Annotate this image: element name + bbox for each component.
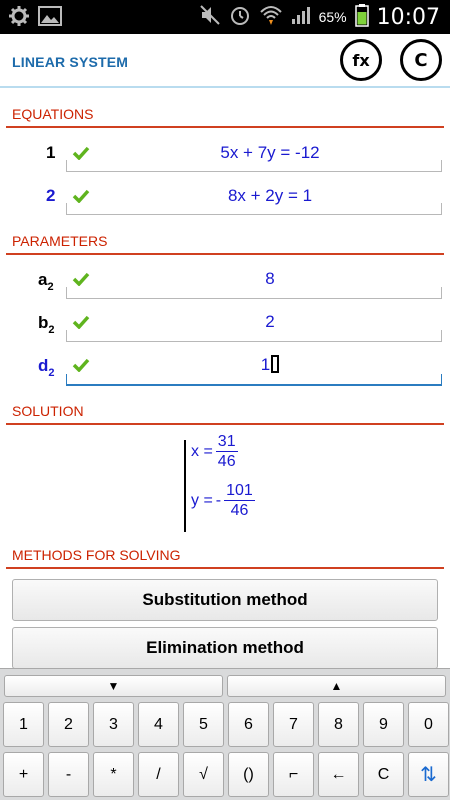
methods-section-title: METHODS FOR SOLVING xyxy=(12,547,181,563)
wifi-icon xyxy=(259,4,283,31)
fraction xyxy=(224,481,255,520)
battery-icon xyxy=(355,3,369,32)
key-1[interactable]: 1 xyxy=(3,702,44,747)
equations-section-title: EQUATIONS xyxy=(12,106,94,122)
param-b2-field[interactable]: 2 xyxy=(265,312,275,331)
key-plus[interactable]: + xyxy=(3,752,44,797)
key-toggle-keyboard[interactable]: ⇅ xyxy=(408,752,449,797)
key-2[interactable]: 2 xyxy=(48,702,89,747)
clear-button[interactable]: C xyxy=(400,39,442,81)
key-9[interactable]: 9 xyxy=(363,702,404,747)
solution-y-sign: - xyxy=(215,491,222,509)
field-underline-active xyxy=(66,374,442,386)
substitution-method-button[interactable]: Substitution method xyxy=(12,579,438,621)
settings-icon xyxy=(8,5,30,32)
field-underline xyxy=(66,203,442,215)
equation-1-label: 1 xyxy=(46,143,56,162)
numerator: 101 xyxy=(226,482,253,499)
denominator: 46 xyxy=(230,502,249,519)
battery-percent: 65% xyxy=(318,9,347,25)
text-cursor xyxy=(271,355,279,373)
solution-x-prefix: x = xyxy=(191,442,213,460)
key-enter[interactable]: ⌐ xyxy=(273,752,314,797)
check-icon xyxy=(72,272,90,286)
key-backspace[interactable]: ← xyxy=(318,752,359,797)
solution-y-prefix: y = xyxy=(191,491,213,509)
param-b2-label: $b_2$ xyxy=(38,313,55,336)
clock: 10:07 xyxy=(376,4,440,30)
math-keyboard xyxy=(0,668,450,800)
denominator: 46 xyxy=(217,453,236,470)
param-d2-field[interactable]: 1 xyxy=(100,355,440,375)
field-underline xyxy=(66,160,442,172)
field-underline xyxy=(66,287,442,299)
divider xyxy=(6,567,444,569)
parameters-section-title: PARAMETERS xyxy=(12,233,108,249)
key-8[interactable]: 8 xyxy=(318,702,359,747)
param-a2-field[interactable]: 8 xyxy=(265,269,275,288)
app-header xyxy=(0,34,450,88)
check-icon xyxy=(72,315,90,329)
param-a2-label: $a_2$ xyxy=(38,270,54,293)
divider xyxy=(6,126,444,128)
key-0[interactable]: 0 xyxy=(408,702,449,747)
key-sqrt[interactable]: √ xyxy=(183,752,224,797)
elimination-method-button[interactable]: Elimination method xyxy=(12,627,438,669)
fx-button[interactable]: fx xyxy=(340,39,382,81)
key-3[interactable]: 3 xyxy=(93,702,134,747)
equation-1-field[interactable]: 5x + 7y = -12 xyxy=(220,143,320,162)
divider xyxy=(6,423,444,425)
check-icon xyxy=(72,146,90,160)
keyboard-down-button[interactable]: ▼ xyxy=(4,675,223,697)
key-clear[interactable]: C xyxy=(363,752,404,797)
check-icon xyxy=(72,358,90,372)
solution-x xyxy=(191,432,238,471)
numerator: 31 xyxy=(217,433,236,450)
check-icon xyxy=(72,189,90,203)
system-brace xyxy=(184,440,186,532)
divider xyxy=(6,253,444,255)
key-5[interactable]: 5 xyxy=(183,702,224,747)
image-icon xyxy=(38,5,62,32)
key-multiply[interactable]: * xyxy=(93,752,134,797)
key-4[interactable]: 4 xyxy=(138,702,179,747)
equation-2-field[interactable]: 8x + 2y = 1 xyxy=(227,186,313,205)
key-minus[interactable]: - xyxy=(48,752,89,797)
field-underline xyxy=(66,330,442,342)
solution-section-title: SOLUTION xyxy=(12,403,84,419)
keyboard-up-button[interactable]: ▲ xyxy=(227,675,446,697)
alarm-icon xyxy=(229,4,251,31)
signal-icon xyxy=(291,4,311,31)
equation-2-label: 2 xyxy=(46,186,56,205)
solution-y xyxy=(191,481,255,520)
app-title: LINEAR SYSTEM xyxy=(12,54,129,70)
key-parentheses[interactable]: () xyxy=(228,752,269,797)
mute-icon xyxy=(199,4,221,31)
status-bar xyxy=(0,0,450,34)
key-6[interactable]: 6 xyxy=(228,702,269,747)
key-7[interactable]: 7 xyxy=(273,702,314,747)
fraction xyxy=(216,432,238,471)
param-d2-label: $d_2$ xyxy=(38,356,55,379)
key-divide[interactable]: / xyxy=(138,752,179,797)
